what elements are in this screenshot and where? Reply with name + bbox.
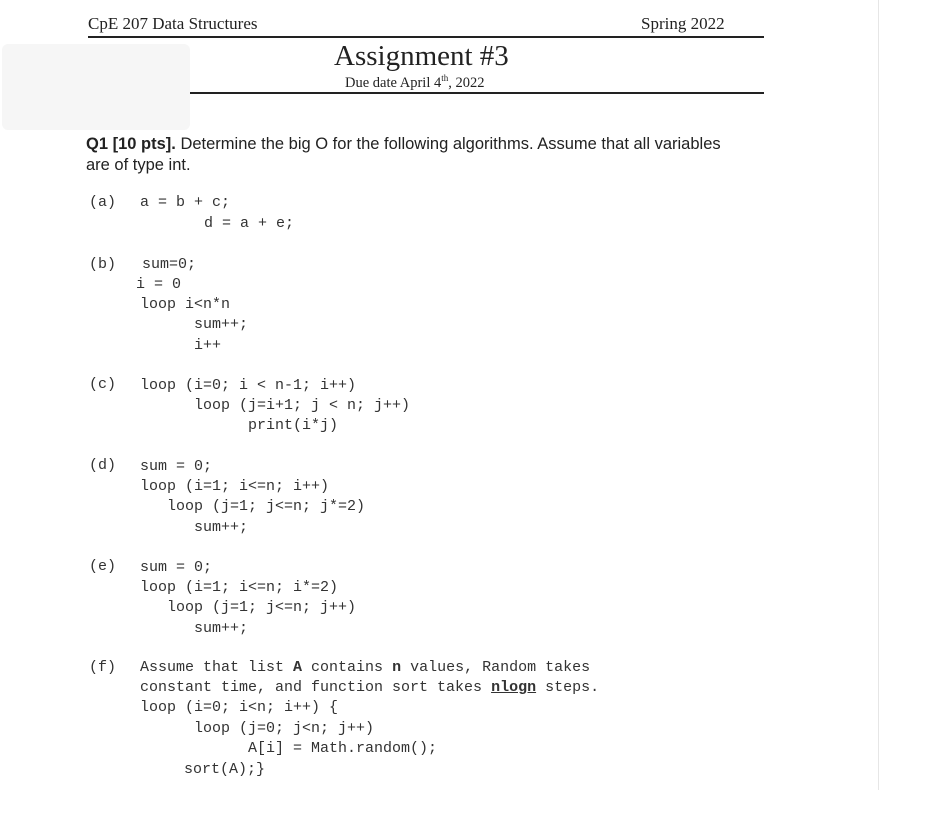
code-line: sum = 0; (140, 458, 213, 475)
part-label-c: (c) (89, 376, 117, 393)
code-line: sum = 0; (140, 559, 213, 576)
code-line: sum++; (194, 316, 249, 333)
code-line: i = 0 (136, 276, 182, 293)
code-line: loop i<n*n (140, 296, 231, 313)
code-line: loop (j=1; j<=n; j*=2) (167, 498, 366, 515)
faded-background-box (2, 44, 190, 130)
header-rule (88, 36, 764, 38)
code-line: a = b + c; (140, 194, 231, 211)
due-date: Due date April 4th, 2022 (345, 73, 485, 91)
code-line: sum++; (194, 519, 249, 536)
code-line: loop (i=1; i<=n; i++) (140, 478, 330, 495)
code-line: i++ (194, 337, 222, 354)
title-rule (190, 92, 764, 94)
code-line: loop (i=0; i<n; i++) { (140, 699, 339, 716)
code-line: loop (j=i+1; j < n; j++) (194, 397, 411, 414)
part-label-b: (b) (89, 256, 117, 273)
part-label-e: (e) (89, 558, 117, 575)
term: Spring 2022 (641, 14, 725, 33)
assignment-title: Assignment #3 (334, 40, 509, 72)
part-label-d: (d) (89, 457, 117, 474)
page-edge-line (878, 0, 879, 790)
part-label-f: (f) (89, 659, 117, 676)
code-line: loop (i=0; i < n-1; i++) (140, 377, 357, 394)
code-line: d = a + e; (204, 215, 295, 232)
part-f-intro-line-1: Assume that list A contains n values, Random takes (140, 659, 591, 676)
part-label-a: (a) (89, 194, 117, 211)
code-line: print(i*j) (248, 417, 339, 434)
question-label: Q1 [10 pts]. (86, 135, 176, 153)
code-line: loop (i=1; i<=n; i*=2) (140, 579, 339, 596)
code-line: sort(A);} (184, 761, 266, 778)
code-line: loop (j=1; j<=n; j++) (167, 599, 357, 616)
part-f-intro-line-2: constant time, and function sort takes nlogn steps. (140, 679, 600, 696)
code-line: sum=0; (142, 256, 197, 273)
course-name: CpE 207 Data Structures (88, 14, 258, 33)
question-text: Q1 [10 pts]. Determine the big O for the following algorithms. Assume that all variables are of type int. (86, 135, 721, 174)
code-line: A[i] = Math.random(); (248, 740, 438, 757)
code-line: loop (j=0; j<n; j++) (194, 720, 375, 737)
code-line: sum++; (194, 620, 249, 637)
